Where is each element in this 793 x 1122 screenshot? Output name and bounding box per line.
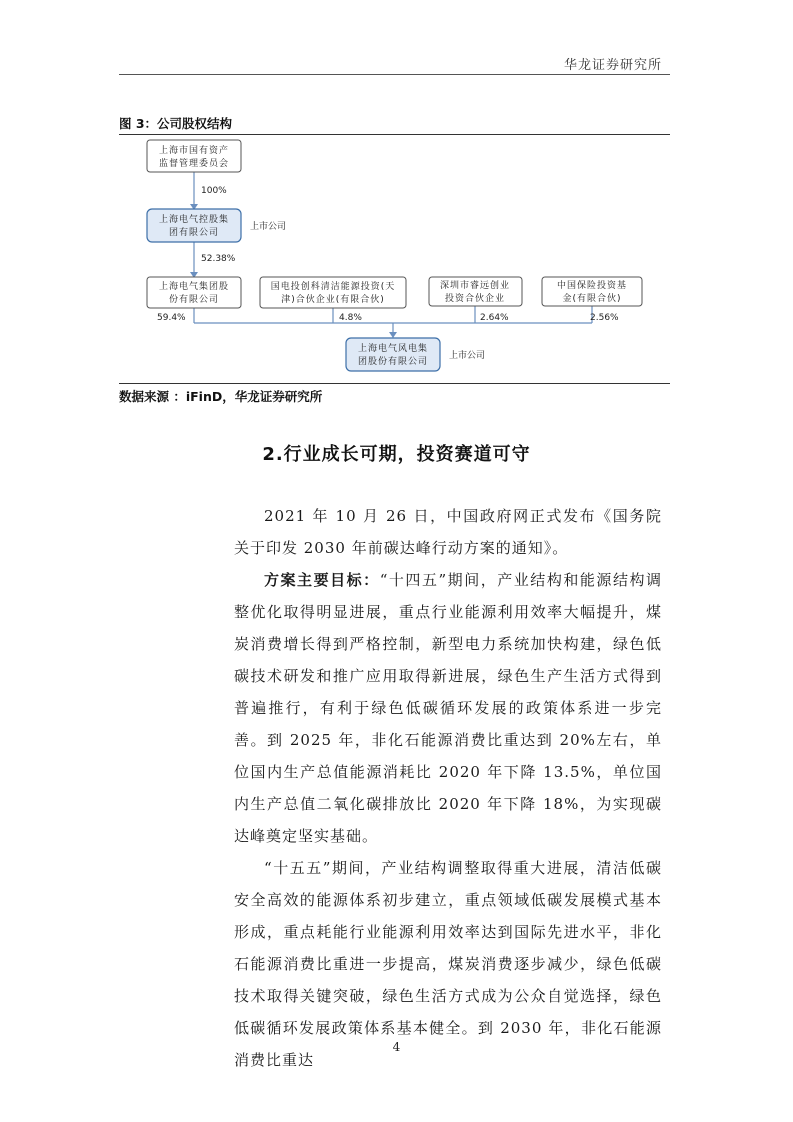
paragraph-2-lead: 方案主要目标： xyxy=(264,571,380,589)
node-sec-group xyxy=(147,277,241,308)
node-sasac-line2: 监督管理委员会 xyxy=(158,159,230,169)
node-holding-line1: 上海电气控股集 xyxy=(158,215,230,225)
pct-holding-label: 100% xyxy=(201,186,227,196)
arrow-wind xyxy=(389,332,397,338)
node-sec-group-line1: 上海电气集团股 xyxy=(158,282,230,292)
pct-guodian-label: 4.8% xyxy=(339,313,362,323)
node-guodian xyxy=(260,277,406,308)
node-shenzhen-line2: 投资合伙企业 xyxy=(444,294,506,304)
node-holding xyxy=(147,209,241,242)
page-number: 4 xyxy=(392,1040,401,1054)
node-guodian-line1: 国电投创科清洁能源投资(天 xyxy=(270,282,396,292)
node-wind xyxy=(346,338,440,371)
node-sasac-line1: 上海市国有资产 xyxy=(158,146,230,156)
node-insurance-line2: 金(有限合伙) xyxy=(562,294,622,304)
figure-title: 图 3：公司股权结构 xyxy=(119,116,233,131)
node-insurance xyxy=(542,277,642,306)
listed-holding-label: 上市公司 xyxy=(250,222,287,232)
node-sasac xyxy=(147,140,241,172)
pct-shenzhen-label: 2.64% xyxy=(480,313,509,323)
header-brand: 华龙证券研究所 xyxy=(563,58,662,73)
node-sec-group-line2: 份有限公司 xyxy=(168,295,220,305)
figure-rule-bottom xyxy=(119,383,670,384)
paragraph-1: 2021 年 10 月 26 日，中国政府网正式发布《国务院关于印发 2030 年前碳达峰行动方案的通知》。 xyxy=(234,507,662,557)
node-insurance-line1: 中国保险投资基 xyxy=(556,281,628,291)
listed-wind-label: 上市公司 xyxy=(449,351,486,361)
paragraph-2 xyxy=(234,564,662,852)
pct-insurance-label: 2.56% xyxy=(590,313,619,323)
paragraph-2-body: “十四五”期间，产业结构和能源结构调整优化取得明显进展，重点行业能源利用效率大幅提升，煤炭消费增长得到严格控制，新型电力系统加快构建，绿色低碳技术研发和推广应用取得新进展，绿色生产生活方式得到普遍推行，有利于绿色低碳循环发展的政策体系进一步完善。到 2025 年，非化石能源消费比重达到 20%左右，单位国内生产总值能源消耗比 2020 年下降 13.5%，单位国内生产总值二氧化碳排放比 2020 年下降 18%，为实现碳达峰奠定坚实基础。 xyxy=(234,571,662,845)
node-guodian-line2: 津)合伙企业(有限合伙) xyxy=(281,295,385,305)
node-wind-line2: 团股份有限公司 xyxy=(357,357,429,367)
pct-group-label: 52.38% xyxy=(201,254,236,264)
section-heading: 2.行业成长可期，投资赛道可守 xyxy=(262,444,531,465)
ownership-diagram xyxy=(0,0,793,420)
pct-sec-label: 59.4% xyxy=(157,313,186,323)
node-holding-line2: 团有限公司 xyxy=(168,228,220,238)
body-text xyxy=(234,500,662,1076)
paragraph-3: “十五五”期间，产业结构调整取得重大进展，清洁低碳安全高效的能源体系初步建立，重点领域低碳发展模式基本形成，重点耗能行业能源利用效率达到国际先进水平，非化石能源消费比重进一步提高，煤炭消费逐步减少，绿色低碳技术取得关键突破，绿色生活方式成为公众自觉选择，绿色低碳循环发展政策体系基本健全。到 2030 年，非化石能源消费比重达 xyxy=(234,859,662,1069)
node-shenzhen-line1: 深圳市睿远创业 xyxy=(439,281,511,291)
node-wind-line1: 上海电气风电集 xyxy=(357,344,429,354)
node-shenzhen xyxy=(429,277,522,306)
figure-source: 数据来源 ：iFinD，华龙证券研究所 xyxy=(119,389,323,404)
